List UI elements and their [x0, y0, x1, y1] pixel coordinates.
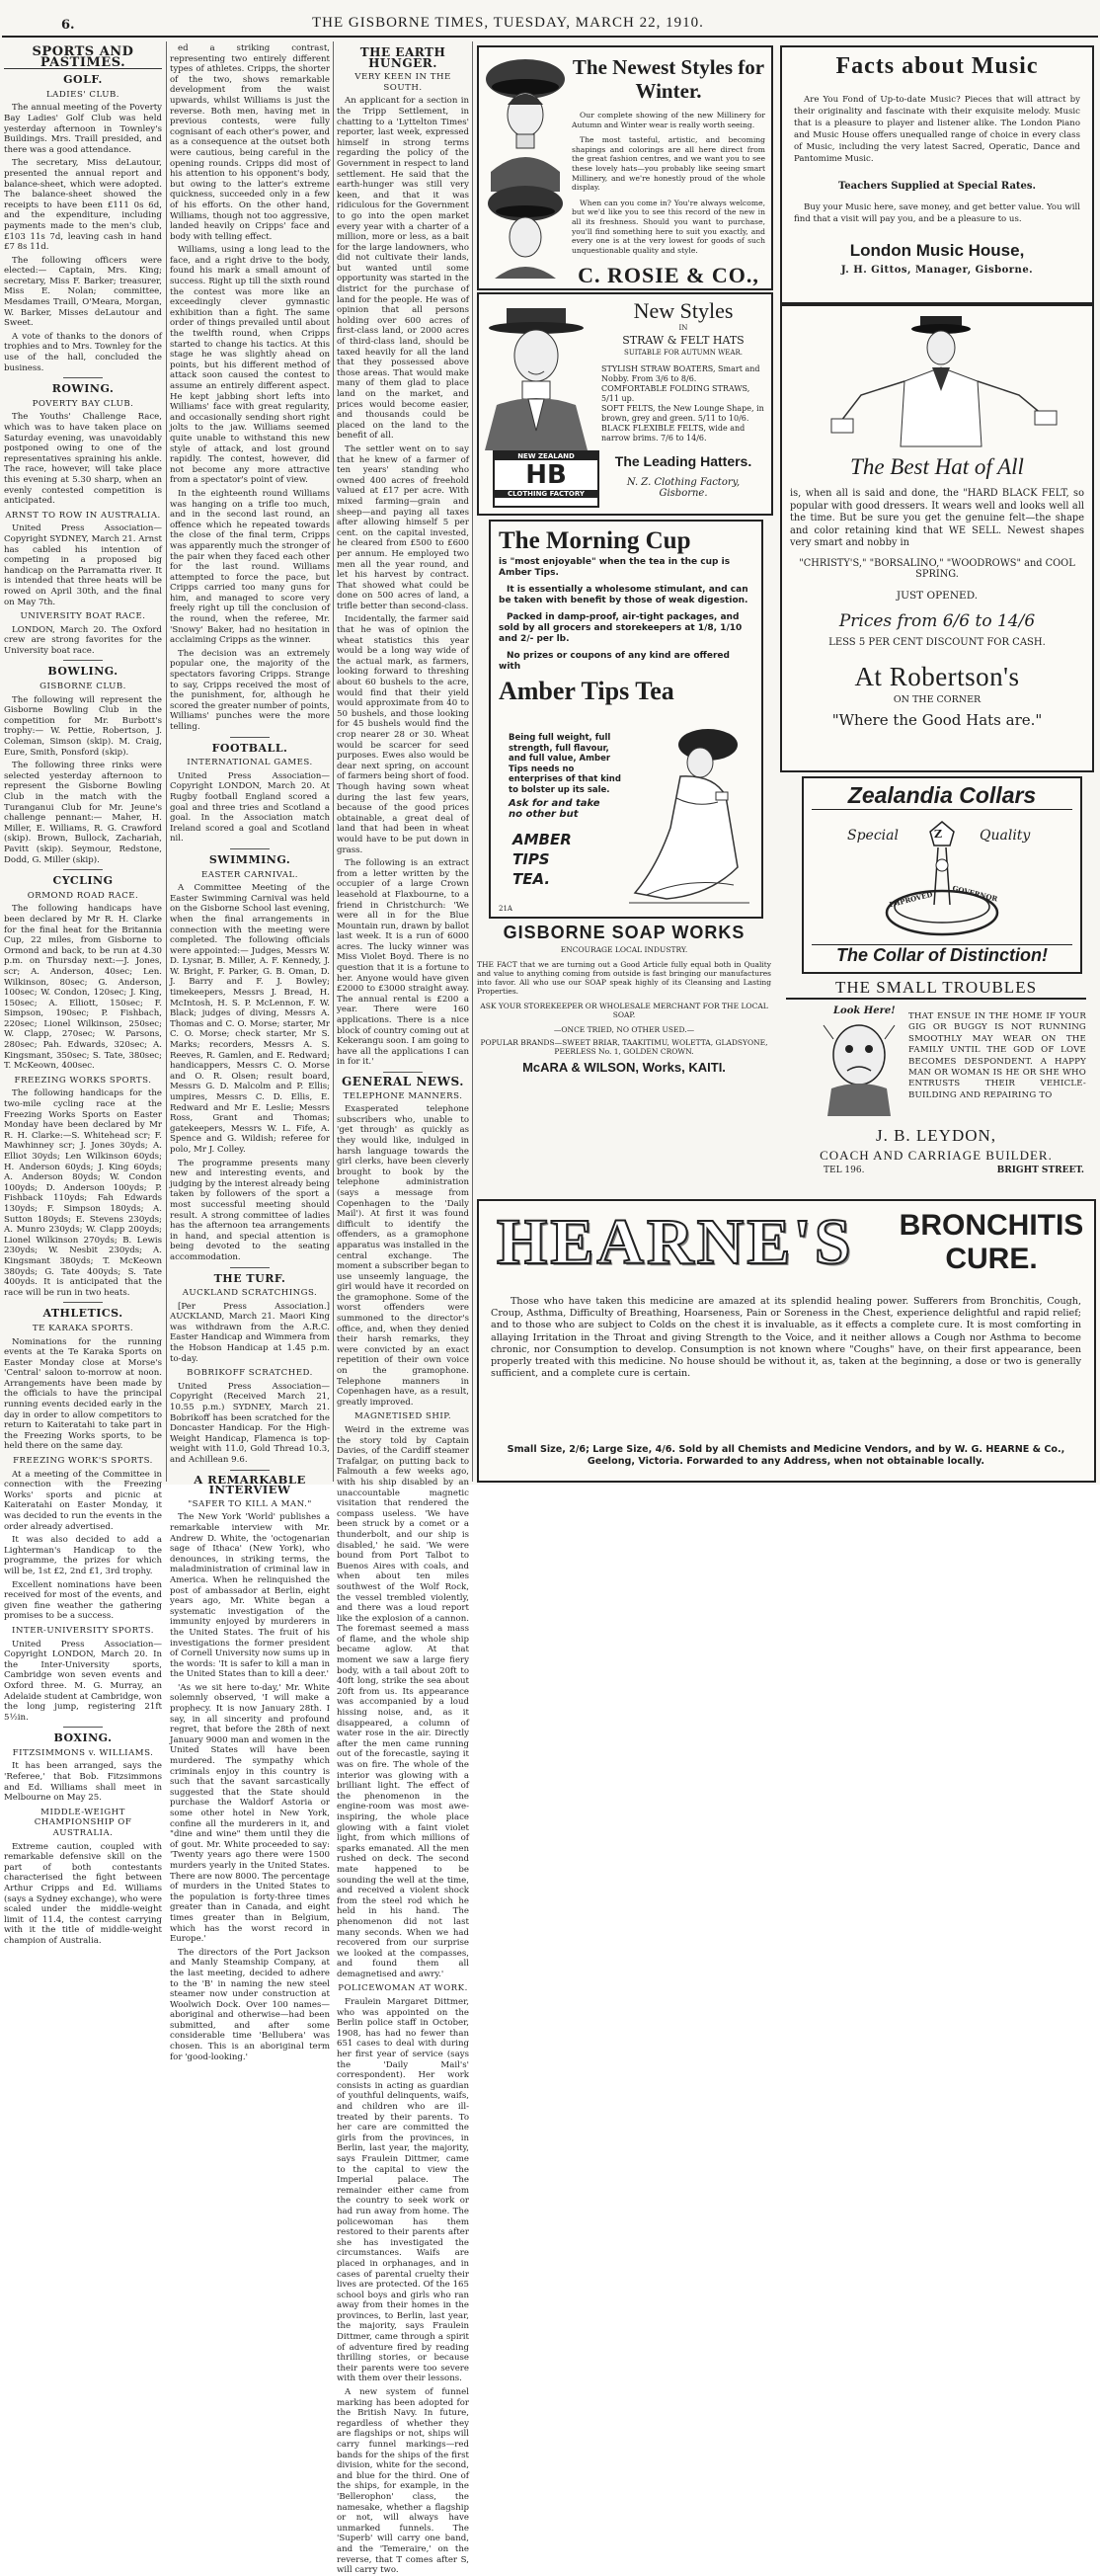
ad-text: Our complete showing of the new Millinery for Autumn and Winter wear is really worth seeing.: [572, 111, 765, 129]
article-paragraph: The following officers were elected:— Captain, Mrs. King; secretary, Miss F. Barker; treasurer, Miss E. Nolan; committee, Mesdames Traill, O'Meara, Morgan, W. Barker, Misses deLautour and Sweet.: [4, 255, 162, 329]
page-number: 6.: [61, 18, 75, 33]
subheading: UNIVERSITY BOAT RACE.: [20, 611, 146, 622]
divider: [230, 737, 270, 738]
ad-text: Look Here!: [833, 1006, 896, 1016]
heading-boxing: BOXING.: [53, 1731, 113, 1745]
subheading: AUCKLAND SCRATCHINGS.: [182, 1288, 318, 1299]
article-paragraph: An applicant for a section in the Tripp Settlement, in chatting to a 'Lyttelton Times' reporter, last week, expressed himself in strong terms regarding the policy of the Government in respect to land settlement. He said that the earth-hunger was still very keen, and that it was ridiculous for the Government to go into the open market every year with a charter of a million, more or less, as a bait for the large landowners, who did not cultivate their lands, but wanted until some opportunity was started in the district for the purchase of land for the people. He was of opinion that all persons holding over 600 acres of first-class land, or 2000 acres of third-class land, should be taxed heavily for all the land that they possessed above those areas. That would make many of them glad to place land on the market, and prices would become easier, and thousands could be placed on the land to the benefit of all.: [337, 96, 469, 442]
ad-tagline: The Leading Hatters.: [614, 453, 752, 469]
man-in-boater-illustration: [485, 302, 588, 450]
ad-text: POPULAR BRANDS—SWEET BRIAR, TAAKITIMU, WOLETTA, GLADSYONE, PEERLESS No. 1, GOLDEN CROWN.: [480, 1038, 768, 1056]
ad-manager: J. H. Gittos, Manager, Gisborne.: [840, 265, 1034, 276]
heading-interview: A REMARKABLE INTERVIEW: [194, 1472, 306, 1497]
ad-hearnes-bronchitis-cure: [477, 1199, 1096, 1483]
ad-text: IN: [678, 324, 688, 332]
ad-text: Those who have taken this medicine are amazed at its splendid healing power. Sufferers from Bronchitis, Cough, Croup, Asthma, Difficulty of Breathing, Hoarseness, Pain or Soreness in the Chest, experience delightful and rapid relief; and to those who are subject to Colds on the chest it is invaluable, as it effects a complete cure. It is most comforting in allaying Irritation in the Throat and giving Strength to the Voice, and it neither allows a Cough nor Asthma to become chronic, nor Consumption to develop. Consumption is not known where "Coughs" have, on their first appearance, been properly treated with this medicine. No house should be without it, as, taken at the beginning, a dose or two is generally sufficient, and a complete cure is certain.: [491, 1296, 1081, 1380]
heading-general-news: GENERAL NEWS.: [342, 1075, 464, 1088]
ad-street: BRIGHT STREET.: [996, 1166, 1084, 1175]
ad-text: Ask for and take no other but: [509, 798, 600, 820]
ad-item-list: [601, 364, 765, 443]
article-paragraph: Williams, using a long lead to the face, and a right drive to the body, found his mark a small amount of success. Right up till the sixth round the contest was more like an exceedingly clever gymnastic exhibition than a fight. The same order of things prevailed until about the twelfth round, when Cripps started to change his tactics. At this stage he was slightly ahead on points, but his different method of attack soon caused the contest to assume an entirely different aspect. He kept jabbing short lefts into Williams' face with great regularity, and occasionally sending short right jolts to the jaw. Williams seemed quite unable to withstand this new style of attack, and lost ground rapidly. The contest, however, did not become any more attractive from a spectator's point of view.: [170, 245, 330, 486]
subheading: VERY KEEN IN THE SOUTH.: [354, 72, 451, 93]
ad-brand-line: AMBER: [512, 831, 572, 848]
ad-text: JUST OPENED.: [896, 589, 979, 602]
subheading: FITZSIMMONS v. WILLIAMS.: [12, 1747, 154, 1758]
ad-item: BLACK FLEXIBLE FELTS, wide and narrow brims. 7/6 to 14/6.: [601, 424, 746, 443]
woman-portrait-illustration: [483, 53, 568, 281]
article-paragraph: The decision was an extremely popular one, the majority of the spectators favoring Cripps. Strange to say, Cripps received the most of the punishment, for, although he scored the greater number of points, Williams' punches were the more telling.: [170, 648, 330, 732]
ad-store-name: At Robertson's: [854, 661, 1020, 691]
ad-zealandia-collars: [802, 776, 1082, 974]
ad-text: When can you come in? You're always welcome, but we'd like you to see this record of the new in all its freshness. Should you want to purchase, you'll find something here to suit you exactly, and every one is at the very lowest for goods of such unquestionable quality and style.: [572, 198, 765, 255]
column-rule: [166, 41, 167, 1482]
divider: [63, 869, 103, 870]
ad-item: STYLISH STRAW BOATERS, Smart and Nobby. From 3/6 to 8/6.: [601, 364, 760, 383]
ad-text: Teachers Supplied at Special Rates.: [837, 181, 1037, 192]
ad-item: SOFT FELTS, the New Lounge Shape, in brown, grey and green. 5/11 to 10/6.: [601, 404, 764, 423]
ad-code: 21A: [499, 905, 512, 913]
subheading: GISBORNE CLUB.: [39, 682, 126, 692]
man-in-hat-illustration: [822, 312, 1059, 450]
heading-athletics: ATHLETICS.: [42, 1307, 123, 1321]
column-sports-continued: [170, 43, 330, 2062]
article-paragraph: The following handicaps for the two-mile cycling race at the Freezing Works Sports on Easter Monday have been declared by Mr R. H. Clarke:—S. Whitehead scr; F. Mawhinney scr; J. Jones 30yds; A. Elliot 30yds; Len Wilkinson 60yds; H. Anderson 60yds; J. King 60yds; A. Anderson 80yds; W. Condon 100yds; D. Anderson 100yds; P. Fishback 110yds; Fah Edwards 130yds; F. Simpson 180yds; A. Sutton 180yds; E. Stevens 230yds; A. Munro 230yds; W. Clapp 200yds; Lionel Wilkinson 270yds; B. Lewis 230yds; W. Nesbit 230yds; A. Kingsmant 380yds; T. McKeown 380yds; G. Tate 400yds; S. Tate 400yds. It is anticipated that the race will be run in two heats.: [4, 1088, 162, 1298]
subheading: FREEZING WORKS SPORTS.: [14, 1075, 152, 1086]
ad-rosie-millinery: [477, 45, 773, 290]
ad-company-name: McARA & WILSON, Works, KAITI.: [522, 1060, 726, 1075]
article-paragraph: The directors of the Port Jackson and Manly Steamship Company, at the last meeting, decided to adhere to the 'B' in naming the new steel steamer now under construction at Woolwich Dock. Over 100 names—aboriginal and otherwise—had been submitted, and after some considerable time 'Bellubera' was chosen. This is an aboriginal term for 'good-looking.': [170, 1947, 330, 2062]
masthead-rule: [2, 36, 1098, 38]
masthead: [0, 6, 1100, 36]
section-heading: SPORTS AND PASTIMES.: [4, 47, 162, 69]
hb-logo-top: NEW ZEALAND: [495, 452, 597, 460]
divider: [230, 1267, 270, 1268]
ad-headline: The Morning Cup: [499, 527, 691, 554]
ad-headline: GISBORNE SOAP WORKS: [503, 923, 746, 942]
ad-town: Gisborne.: [659, 488, 708, 499]
subheading: FREEZING WORK'S SPORTS.: [13, 1456, 153, 1467]
subheading: EASTER CARNIVAL.: [200, 869, 298, 880]
hb-logo-bottom: CLOTHING FACTORY: [495, 490, 597, 498]
divider: [63, 377, 103, 378]
ad-slogan: "Where the Good Hats are.": [831, 710, 1043, 729]
article-paragraph: [Per Press Association.] AUCKLAND, March 21. Maori King was withdrawn from the A.R.C. Easter Handicap and Wimmera from the Hobson Handicap at 1.45 p.m. to-day.: [170, 1301, 330, 1364]
heading-swimming: SWIMMING.: [208, 852, 291, 866]
divider: [230, 1470, 270, 1471]
article-paragraph: The annual meeting of the Poverty Bay Ladies' Golf Club was held yesterday afternoon in Townley's Buildings. Mrs. Traill presided, and there was a good attendance.: [4, 103, 162, 155]
article-paragraph: The New York 'World' publishes a remarkable interview with Mr. Andrew D. White, the 'octogenarian sage of Ithaca' (New York), who denounces, in striking terms, the maladministration of criminal law in America. When he relinquished the post of ambassador at Berlin, eight years ago, Mr. White began a systematic investigation of the immunity enjoyed by murderers in the United States. The fruit of his investigations the former president of Cornell University now sums up in the words: 'It is safer to kill a man in the United States than to kill a deer.': [170, 1512, 330, 1680]
divider: [230, 848, 270, 849]
ad-text: IMPROVED: [888, 889, 934, 910]
ad-company-name: London Music House,: [849, 241, 1025, 260]
subheading: POLICEWOMAN AT WORK.: [338, 1983, 468, 1994]
ad-text: Being full weight, full strength, full flavour, and full value, Amber Tips needs no enterprises of that kind to bolster up its sale.: [509, 733, 621, 795]
ad-text: ON THE CORNER: [893, 693, 982, 705]
heading-bowling: BOWLING.: [47, 665, 118, 679]
ad-headline: New Styles: [633, 298, 734, 323]
article-paragraph: The following is an extract from a letter written by the occupier of a large Crown leasehold at Flaxbourne, to a friend in Christchurch: 'We were all in for the Blue Mountain run, drawn by ballot last week. It is a run of 6000 acres. The lucky winner was Miss Violet Boyd. There is no question that it is a fortune to her. Anyone would have given £2000 to £3000 straight away. The annual rental is £200 a year. There were 160 applications. There is a nice block of country coming out at Kekerangu soon. I am going to have all the applications I can in for it.': [337, 858, 469, 1068]
ad-text: Are You Fond of Up-to-date Music? Pieces that will attract by their originality and fascinate with their exquisite melody. Music that is a pleasure to player and listener alike. The London Piano and Music House offers unequalled range of choice in every class of Music, including the very latest Sacred, Operatic, Dance and Pantomime Music.: [794, 95, 1080, 164]
ad-prices: Prices from 6/6 to 14/6: [838, 610, 1036, 631]
ad-footer: The Collar of Distinction!: [812, 944, 1072, 966]
article-paragraph: At a meeting of the Committee in connection with the Freezing Works' sports and picnic at Kaiteratahi on Easter Monday, it was decided to run the events in the order already advertised.: [4, 1469, 162, 1532]
subheading: ORMOND ROAD RACE.: [27, 890, 139, 901]
article-paragraph: The settler went on to say that he knew of a farmer of ten years' standing who owned 400 acres of freehold valued at £17 per acre. With mixed farming—grain and sheep—and paying all taxes after allowing himself 5 per cent. on the capital invested, he cleared from £500 to £600 per annum. He employed two men all the year round, and let his harvest by contract. That showed what could be done on 500 acres of land, a trifle better than second-class.: [337, 443, 469, 611]
column-sports: [4, 43, 162, 1946]
ad-text: Special: [847, 828, 899, 844]
ad-text: SUITABLE FOR AUTUMN WEAR.: [624, 349, 743, 357]
ad-telephone: TEL 196.: [824, 1166, 865, 1175]
ad-subtitle: ENCOURAGE LOCAL INDUSTRY.: [560, 945, 688, 954]
column-rule: [333, 41, 334, 1482]
ad-text: Quality: [980, 828, 1031, 844]
article-paragraph: It has been arranged, says the 'Referee,' that Bob. Fitzsimmons and Ed. Williams shall meet in Melbourne on May 25.: [4, 1761, 162, 1804]
ad-text: Packed in damp-proof, air-tight packages, and sold by all grocers and storekeepers at 1/8, 1/10 and 2/- per lb.: [499, 612, 743, 644]
article-paragraph: In the eighteenth round Williams was hanging on a trifle too much, and in the second last round, an offence which he repeated towards the close of the final term, Cripps was apparently much the stronger of the pair when they faced each other for the last round. Williams attempted to force the pace, but Cripps carried too many guns for him, and managed to score very freely right up till the conclusion of the round, when the referee, Mr. 'Snowy' Baker, had no hesitation in acclaiming Cripps as the winner.: [170, 488, 330, 646]
article-paragraph: The following three rinks were selected yesterday afternoon to represent the Gisborne Bowling Club in the match with the Turanganui Club for Mr. Jeune's challenge pennant:— Maher, H. Miller, E. Williams, R. G. Crawford (skip). Brown, Bullock, Zachariah, Pavitt (skip). Seymour, Redstone, Dodd, G. Miller (skip).: [4, 761, 162, 865]
article-paragraph: 'As we sit here to-day,' Mr. White solemnly observed, 'I will make a prophecy. It is now January 28th. I say, in all sincerity and profound regret, that before the 28th of next January 9000 man and women in the United States will have been murdered. The sympathy which criminals enjoy in this country is such that the savant sarcastically suggested that the State should purchase the Waldorf Astoria or some other hotel in New York, confine all the murderers in it, and "dine and wine" them until they die of gout. Mr. White proceeded to say: 'Twenty years ago there were 1500 murders yearly in the United States. There are now 8000. The percentage of murders in the United States to the population is forty-three times greater than in Canada, and eight times greater than in Belgium, which has the worst record in Europe.': [170, 1682, 330, 1945]
ad-company-name: C. ROSIE & CO.,: [578, 263, 759, 288]
article-paragraph: The following will represent the Gisborne Bowling Club in the competition for Mr. Burbott's trophy:— W. Pettie, Robertson, J. Coleman, Simson (skip). M. Craig, Eure, Smith, Ponsford (skip).: [4, 694, 162, 758]
ad-text: GOVERNOR: [951, 883, 999, 904]
divider: [383, 1072, 423, 1073]
ad-text: ASK YOUR STOREKEEPER OR WHOLESALE MERCHANT FOR THE LOCAL SOAP.: [480, 1002, 768, 1019]
heading-rowing: ROWING.: [51, 382, 115, 396]
subheading: MAGNETISED SHIP.: [354, 1411, 452, 1422]
ad-text: Small Size, 2/6; Large Size, 4/6. Sold by all Chemists and Medicine Vendors, and by W. G. HEARNE & Co., Geelong, Victoria. Forwarded to any Address, when not obtainable locally.: [507, 1444, 1065, 1468]
article-paragraph: LONDON, March 20. The Oxford crew are strong favorites for the University boat race.: [4, 624, 162, 656]
article-paragraph: It was also decided to add a Lighterman's Handicap to the programme, the prizes for which will be, 1st £2, 2nd £1, 3rd trophy.: [4, 1535, 162, 1576]
heading-turf: THE TURF.: [213, 1271, 286, 1285]
ad-company-name: J. B. LEYDON,: [875, 1126, 997, 1145]
article-paragraph: United Press Association—Copyright LONDON, March 20. In the Inter-University sports, Cambridge won seven events and Oxford three. M. G. Murray, an Adelaide student at Cambridge, won the long jump, registering 21ft 5½in.: [4, 1639, 162, 1723]
column-rule: [472, 41, 473, 1482]
subheading: TE KARAKA SPORTS.: [32, 1323, 134, 1333]
lady-drinking-tea-illustration: [627, 719, 757, 913]
subheading: POVERTY BAY CLUB.: [32, 398, 134, 409]
ad-headline: Zealandia Collars: [812, 782, 1072, 810]
article-paragraph: ed a striking contrast, representing two entirely different types of athletes. Cripps, the shorter of the two, shows remarkable development from the waist upwards, whilst Williams is just the reverse. Both men, having met in previous contests, were fully cognisant of each other's power, and as a consequence at the outset both were cautious, being careful in the opening rounds. Cripps did most of his attention to his opponent's body, but owing to the latter's extreme quickness, succeeded only in a few of his efforts. On the other hand, Williams, though not too aggressive, landed heavily on Cripps' face and body with telling effect.: [170, 43, 330, 242]
subheading: BOBRIKOFF SCRATCHED.: [187, 1368, 313, 1379]
ad-soap-works: [477, 923, 771, 1075]
article-paragraph: A Committee Meeting of the Easter Swimming Carnival was held on the Gisborne School last evening, when the final arrangements in connection with the meeting were completed. The following officials were appointed:— Judges, Messrs W. D. Lysnar, B. Miller, A. F. Kennedy, J. W. Bright, F. Parker, G. B. Oman, D. J. Barry and F. J. Bowley; timekeepers, Messrs J. Bread, H. McIntosh, H. S. P. McLennon, F. W. Black; judges of diving, Messrs A. Thomas and C. O. Morse; starter, Mr C. O. Morse; check starter, Mr S. Marks; recorders, Messrs A. S. Reeves, R. Gamlen, and E. Redward; handicappers, Messrs C. O. Morse and O. R. Olsen; result board, Messrs G. D. Malcolm and P. Ellis; umpires, Messrs C. D. Ellis, E. Redward and Mr E. Leslie; Messrs Ross, Grant and Thomas; gatekeepers, Messrs W. L. Fife, A. Spence and G. Wildish; referee for polo, Mr J. Colley.: [170, 883, 330, 1155]
ad-headline: BRONCHITIS: [899, 1209, 1084, 1242]
subheading: "SAFER TO KILL A MAN.": [188, 1498, 312, 1509]
article-paragraph: Fraulein Margaret Dittmer, who was appointed on the Berlin police staff in October, 1908, has had no fewer than 651 cases to deal with during her first year of service (says the 'Daily Mail's' correspondent). Her work consists in acting as guardian of youthful delinquents, waifs, and children who are ill-treated by their parents. To her care are committed the girls from the provinces, in Berlin, last year, the majority, says Fraulein Dittmer, came to the capital to view the Imperial palace. The remainder either came from the country to seek work or had run away from home. The policewoman has them restored to their parents after she has investigated the circumstances. Waifs are placed in orphanages, and in cases of parental cruelty their lives are protected. Of the 165 school boys and girls who ran away from their homes in the provinces, to Berlin, last year, the majority, says Fraulein Dittmer, came through a spirit of adventure fired by reading thrilling stories, or because their parents were too severe with them over their lessons.: [337, 1997, 469, 2384]
article-paragraph: The secretary, Miss deLautour, presented the annual report and balance-sheet, which were adopted. The balance-sheet showed the receipts to have been £111 0s 6d, and the expenditure, including payments made to the men's club, £103 11s 7d, leaving cash in hand £7 8s 11d.: [4, 158, 162, 253]
collar-z-mark: Z: [934, 828, 943, 841]
subheading: INTERNATIONAL GAMES.: [187, 758, 313, 768]
subheading: MIDDLE-WEIGHT CHAMPIONSHIP OF AUSTRALIA.: [34, 1807, 132, 1839]
ad-headline: THE SMALL TROUBLES: [786, 978, 1086, 1000]
ad-brand-line: TIPS: [512, 850, 550, 868]
heading-earth-hunger: THE EARTH HUNGER.: [359, 45, 446, 70]
ad-text: THAT ENSUE IN THE HOME IF YOUR GIG OR BUGGY IS NOT RUNNING SMOOTHLY MAY WEAR ON THE FAMILY UNTIL THE GOD OF LOVE BECOMES DESPONDENT. A HAPPY MAN OR WOMAN IS HE OR SHE WHO ENTRUSTS THEIR VEHICLE-BUILDING AND REPAIRING TO: [908, 1011, 1086, 1100]
newspaper-title: THE GISBORNE TIMES, TUESDAY, MARCH 22, 1910.: [312, 15, 704, 31]
heading-cycling: CYCLING: [52, 874, 114, 888]
article-paragraph: Excellent nominations have been received for most of the events, and given fine weather the gathering promises to be a success.: [4, 1579, 162, 1622]
heading-football: FOOTBALL.: [211, 741, 288, 755]
ad-leydon-coach-builder: [780, 978, 1092, 1175]
ad-brand-name: Amber Tips Tea: [499, 677, 674, 705]
subheading: TELEPHONE MANNERS.: [343, 1090, 463, 1101]
ad-brand-line: TEA.: [512, 870, 551, 888]
ad-headline: The Best Hat of All: [850, 454, 1024, 479]
ad-headline: Facts about Music: [835, 53, 1039, 79]
ad-text: STRAW & FELT HATS: [622, 334, 745, 347]
ad-text: The most tasteful, artistic, and becoming shapings and colorings are all here direct from the great fashion centres, and we want you to see these lovely hats—you probably like seeing smart Millinery, and we're honestly proud of the whole display.: [572, 135, 765, 193]
article-paragraph: The Youths' Challenge Race, which was to have taken place on Saturday evening, was unavoidably postponed owing to one of the representatives spraining his ankle. The race, however, will take place this evening at 5.30 sharp, when an evenly contested competition is anticipated.: [4, 412, 162, 507]
article-paragraph: Exasperated telephone subscribers who, unable to 'get through' as quickly as they would like, indulged in harsh language towards the girl clerks, have been cleverly brought to book by the telephone administration (says a message from Copenhagen to the 'Daily Mail'). At first it was found difficult to identify the offenders, as a gramophone apparatus was installed in the central exchange. The moment a subscriber began to use unseemly language, the girl would have it recorded on the gramophone. Some of the worst offenders were summoned to the director's office, and, when they denied their harsh remarks, they were convicted by an exact repetition of their own voice on the gramophone. Telephone manners in Copenhagen have, as a result, greatly improved.: [337, 1104, 469, 1408]
worried-man-illustration: [818, 1019, 901, 1116]
heading-golf: GOLF.: [63, 73, 103, 87]
ad-text: —ONCE TRIED, NO OTHER USED.—: [553, 1025, 695, 1034]
article-paragraph: Incidentally, the farmer said that he was of opinion the wheat statistics this year would be a long way wide of the actual mark, as farmers, looking forward to threshing about 60 bushels to the acre, would find that their yield would approximate from 40 to 50 bushels, and those looking for 45 bushels would find the crop nearer 28 or 30. Wheat would be scarcer for seed purposes. Ewes also would be dear next spring, on account of farmers being short of food. Though having sown wheat during the last few years, because of the good prices obtainable, a great deal of land that had been in wheat would have to be put down in grass.: [337, 614, 469, 855]
article-paragraph: The programme presents many new and interesting events, and judging by the interest already being taken by followers of the sport a most successful meeting should result. A strong committee of ladies has the afternoon tea arrangements in hand, and special attention is being devoted to the seating accommodation.: [170, 1158, 330, 1262]
ad-hb-hats: [477, 292, 773, 516]
ad-text: LESS 5 PER CENT DISCOUNT FOR CASH.: [828, 636, 1046, 648]
divider: [63, 660, 103, 661]
subheading: INTER-UNIVERSITY SPORTS.: [12, 1625, 154, 1636]
ad-brand-name: HEARNE'S: [497, 1206, 854, 1278]
article-paragraph: United Press Association—Copyright SYDNEY, March 21. Arnst has cabled his intention of competing in a proposed big handicap on the Parramatta river. It is intended that three heats will be rowed on April 30th, and the final on May 7th.: [4, 523, 162, 607]
ad-london-music-house: [780, 45, 1094, 304]
ad-text: is, when all is said and done, the "HARD BLACK FELT, so popular with good dressers. It wears well and looks well all the time. But be sure you get the genuine felt—the shape and color retaining kind that WE SELL. Newest shapes very smart and nobby in: [790, 488, 1084, 548]
article-paragraph: The following handicaps have been declared by Mr R. H. Clarke for the final heat for the Britannia Cup, 22 miles, from Gisborne to Ormond and back, to be run at 4.30 p.m. on Thursday next:—J. Jones, scr; A. Anderson, 40sec; Len. Wilkinson, 80sec; G. Anderson, 100sec; W. Condon, 120sec; J. King, 150sec; A. Elliott, 150sec; F. Simpson, 190sec; P. Fishbach, 220sec; Lionel Wilkinson, 250sec; W. Clapp, 270sec; W. Parsons, 280sec; Pah. Edwards, 320sec; A. Kingsmant, 350sec; S. Tate, 380sec; T. McKeown, 400sec.: [4, 904, 162, 1072]
article-paragraph: A vote of thanks to the donors of trophies and to Mrs. Townley for the use of the hall, concluded the business.: [4, 331, 162, 373]
article-paragraph: Weird in the extreme was the story told by Captain Davies, of the Cardiff steamer Trafalgar, on putting back to Falmouth a few weeks ago, with his ship disabled by an unaccountable magnetic visitation that rendered the compass useless. 'We have been struck by a comet or a thunderbolt, and our ship is disabled,' he said. 'We were bound from Port Talbot to Buenos Aires with coals, and when about ten miles southwest of the Wolf Rock, the vessel trembled violently, and there was a loud report like the explosion of a cannon. The foremast seemed a mass of flame, and the whole ship became aglow. At that moment we saw a large fiery body, with a tail about 20ft to 40ft long, strike the sea about 20ft from us. Its appearance was accompanied by a loud hissing noise, and, as it disappeared, a column of water rose in the air. Directly after the men came running out of the forecastle, saying it was on fire. The whole of the interior was glowing with a brilliant light. The effect of the phenomenon in the engine-room was most awe-inspiring, the whole place glowing with a faint violet light, from which millions of sparks emanated. All the men rushed on deck. The second mate happened to be sounding the well at the time, and received a violent shock from the steel rod which he held in his hand. The phenomenon did not last many seconds. When we had recovered from our surprise we looked at the compasses, and found them all demagnetised and awry.': [337, 1425, 469, 1979]
ad-text: "CHRISTY'S," "BORSALINO," "WOODROWS" and COOL SPRING.: [799, 557, 1075, 580]
article-paragraph: Extreme caution, coupled with remarkable defensive skill on the part of both contestants characterised the fight between Arthur Cripps and Ed. Williams (says a Sydney exchange), who were scaled under the middle-weight limit of 11.4, the contest carrying with it the title of middle-weight champion of Australia.: [4, 1841, 162, 1946]
ad-text: It is essentially a wholesome stimulant, and can be taken with benefit by those of weak digestion.: [499, 585, 748, 605]
ad-headline: The Newest Styles for Winter.: [572, 55, 765, 103]
ad-text: is "most enjoyable" when the tea in the cup is Amber Tips.: [499, 557, 731, 578]
column-news: [337, 43, 469, 2576]
subheading: ARNST TO ROW IN AUSTRALIA.: [5, 510, 161, 521]
ad-company-name: N. Z. Clothing Factory,: [626, 477, 741, 488]
article-paragraph: A new system of funnel marking has been adopted for the British Navy. In future, regardless of whether they are flagships or not, ships will carry funnel markings—red bands for the ships of the first division, white for the second, and blue for the third. One of the ships, for example, in the 'Bellerophon' class, the namesake, whether a flagship or not, will always have unmarked funnels. The 'Superb' will carry one band, and the 'Temeraire,' on the reverse, that T comes after S, will carry two.: [337, 2387, 469, 2576]
subheading: LADIES' CLUB.: [45, 89, 120, 100]
ad-text: Buy your Music here, save money, and get better value. You will find that a visit will pay you, and be a pleasure to us.: [794, 202, 1080, 224]
ad-text: No prizes or coupons of any kind are offered with: [499, 651, 730, 672]
hb-logo: [493, 450, 599, 508]
ad-text: COACH AND CARRIAGE BUILDER.: [820, 1148, 1053, 1163]
divider: [63, 1727, 103, 1728]
ad-item: COMFORTABLE FOLDING STRAWS, 5/11 up.: [601, 384, 750, 403]
article-paragraph: Nominations for the running events at the Te Karaka Sports on Easter Monday close at Morse's 'Central' saloon to-morrow at noon. Arrangements have been made by the officials to have the principal running events decided early in the day in order to allow competitors to return to Kaiteratahi to take part in the Freezing Works sports, to be held there on the same day.: [4, 1336, 162, 1452]
ad-robertsons-hats: [780, 304, 1094, 772]
ad-amber-tips-tea: [489, 520, 763, 919]
article-paragraph: United Press Association—Copyright LONDON, March 20. At Rugby football England scored a goal and three tries and Scotland a goal. In the Association match Ireland scored a goal and Scotland nil.: [170, 770, 330, 845]
divider: [63, 1302, 103, 1303]
hb-logo-mark: HB: [525, 460, 567, 490]
ad-headline: CURE.: [945, 1243, 1038, 1275]
ad-text: THE FACT that we are turning out a Good Article fully equal both in Quality and value to anything coming from outside is fast bringing our manufactures into favor. All who use our SOAP speak highly of its Cleansing and Lasting Properties.: [477, 960, 771, 996]
article-paragraph: United Press Association—Copyright (Received March 21, 10.55 p.m.) SYDNEY, March 21. Bobrikoff has been scratched for the Doncaster Handicap. For the High-Weight Handicap, Flamenca is top-weight with 11.0, Gold Thread 10.3, and Achillean 9.6.: [170, 1381, 330, 1465]
